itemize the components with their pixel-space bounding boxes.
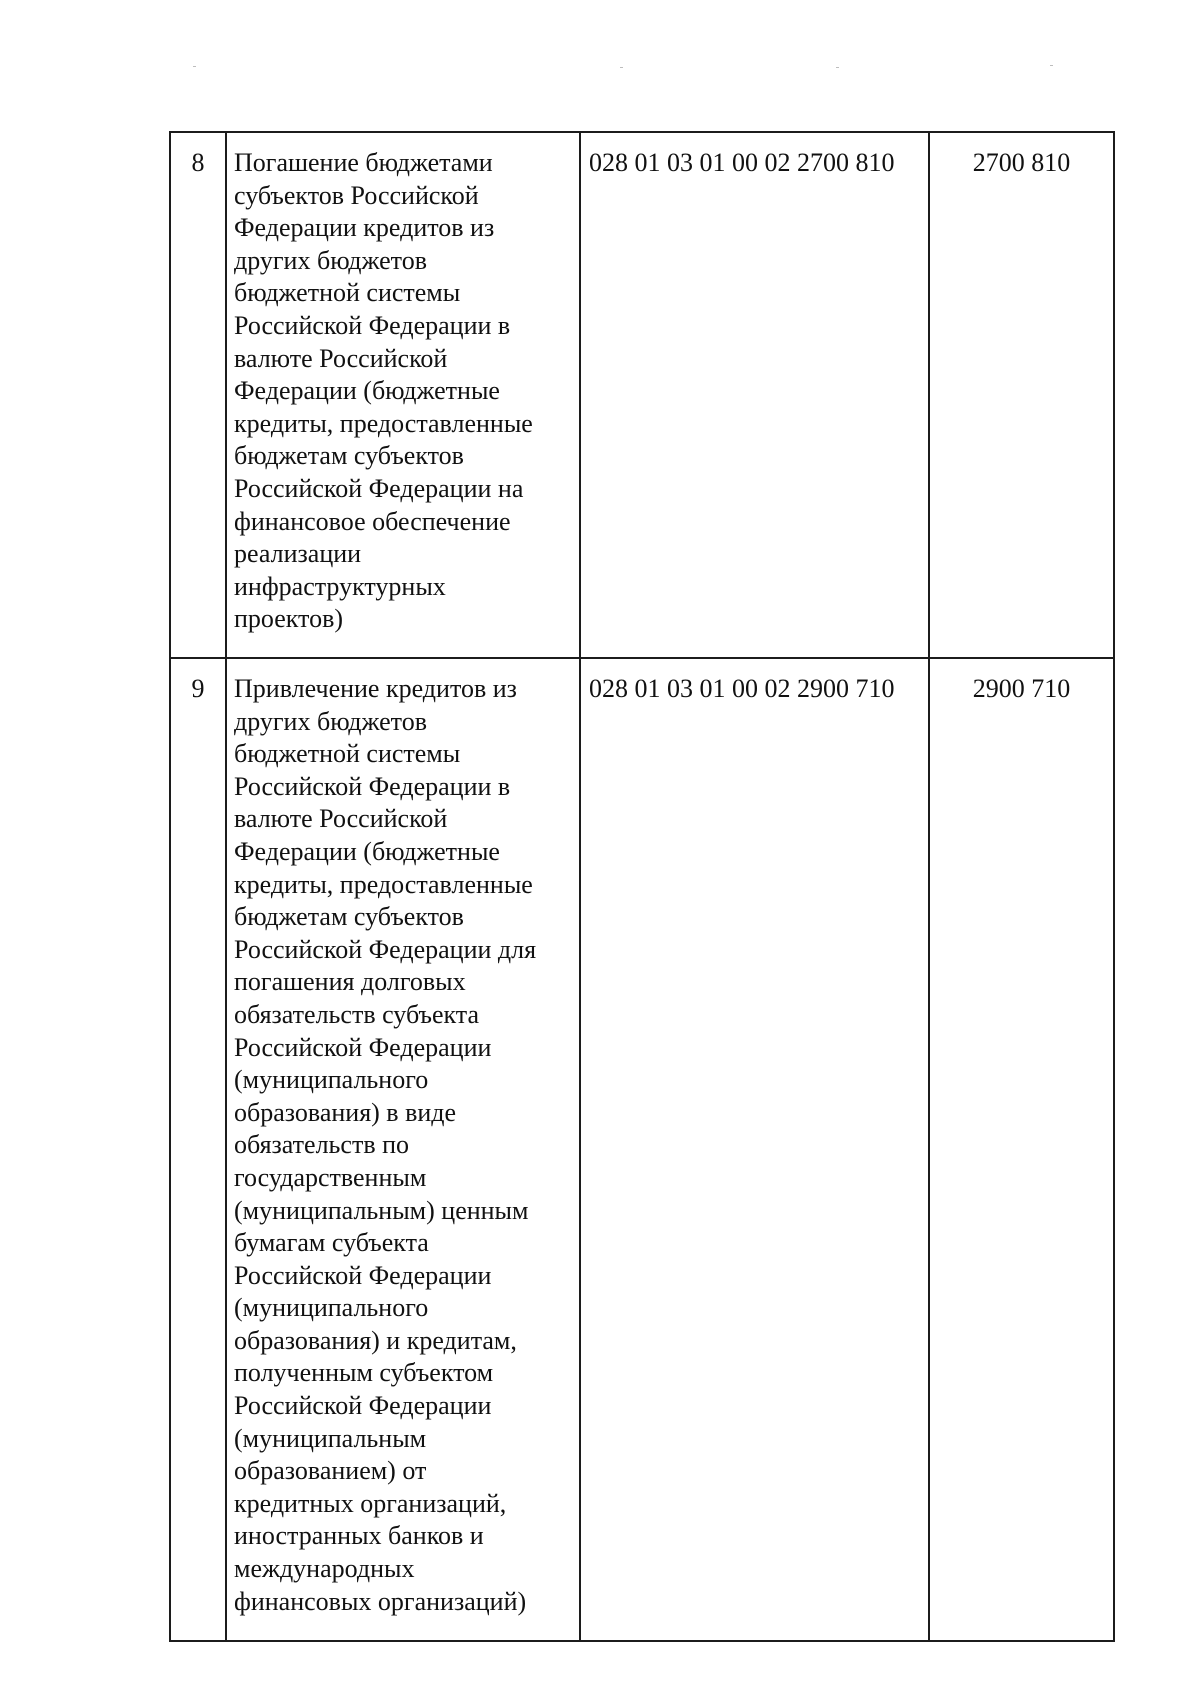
budget-subcode: 2900 710 [929, 658, 1114, 1641]
scan-speck [836, 67, 839, 68]
name-line: валюте Российской [234, 804, 448, 834]
budget-code: 028 01 03 01 00 02 2900 710 [580, 658, 929, 1641]
name-line: иностранных банков и [234, 1521, 484, 1551]
name-line: инфраструктурных [234, 571, 446, 601]
name-line: кредитных организаций, [234, 1488, 507, 1518]
table-row [170, 658, 1114, 1641]
name-line: бюджетам субъектов [234, 441, 464, 471]
scan-speck [1050, 65, 1053, 66]
row-number: 8 [170, 132, 226, 658]
row-name [226, 658, 580, 1641]
name-line: образования) и кредитам, [234, 1325, 517, 1355]
name-line: погашения долговых [234, 967, 466, 997]
name-line: проектов) [234, 604, 344, 634]
name-line: реализации [234, 539, 362, 569]
name-line: Российской Федерации в [234, 310, 511, 340]
name-line: финансовое обеспечение [234, 506, 511, 536]
budget-subcode: 2700 810 [929, 132, 1114, 658]
name-line: финансовых организаций) [234, 1586, 527, 1616]
name-line: международных [234, 1554, 415, 1584]
scan-speck [620, 67, 623, 68]
name-line: бюджетам субъектов [234, 902, 464, 932]
name-line: Федерации кредитов из [234, 213, 495, 243]
name-line: (муниципального [234, 1293, 429, 1323]
name-line: других бюджетов [234, 245, 427, 275]
name-line: Федерации (бюджетные [234, 836, 500, 866]
name-line: Российской Федерации для [234, 934, 537, 964]
name-line: государственным [234, 1162, 427, 1192]
name-line: образованием) от [234, 1456, 427, 1486]
budget-code: 028 01 03 01 00 02 2700 810 [580, 132, 929, 658]
name-line: Российской Федерации в [234, 771, 511, 801]
name-line: Федерации (бюджетные [234, 376, 500, 406]
name-line: обязательств субъекта [234, 999, 480, 1029]
name-line: бюджетной системы [234, 278, 461, 308]
name-line: Российской Федерации [234, 1260, 492, 1290]
row-number: 9 [170, 658, 226, 1641]
name-line: субъектов Российской [234, 180, 479, 210]
name-line: Погашение бюджетами [234, 148, 493, 177]
name-line: валюте Российской [234, 343, 448, 373]
budget-table [169, 131, 1115, 1642]
table-row [170, 132, 1114, 658]
row-name [226, 132, 580, 658]
name-line: полученным субъектом [234, 1358, 494, 1388]
scan-speck [193, 66, 196, 67]
name-line: других бюджетов [234, 706, 427, 736]
name-line: (муниципальным) ценным [234, 1195, 529, 1225]
name-line: (муниципальным [234, 1423, 427, 1453]
name-line: кредиты, предоставленные [234, 869, 533, 899]
name-line: бюджетной системы [234, 739, 461, 769]
name-line: обязательств по [234, 1130, 410, 1160]
name-line: бумагам субъекта [234, 1228, 429, 1258]
name-line: Привлечение кредитов из [234, 674, 517, 703]
name-line: Российской Федерации [234, 1032, 492, 1062]
name-line: кредиты, предоставленные [234, 408, 533, 438]
name-line: образования) в виде [234, 1097, 457, 1127]
name-line: Российской Федерации [234, 1391, 492, 1421]
name-line: Российской Федерации на [234, 473, 524, 503]
name-line: (муниципального [234, 1065, 429, 1095]
